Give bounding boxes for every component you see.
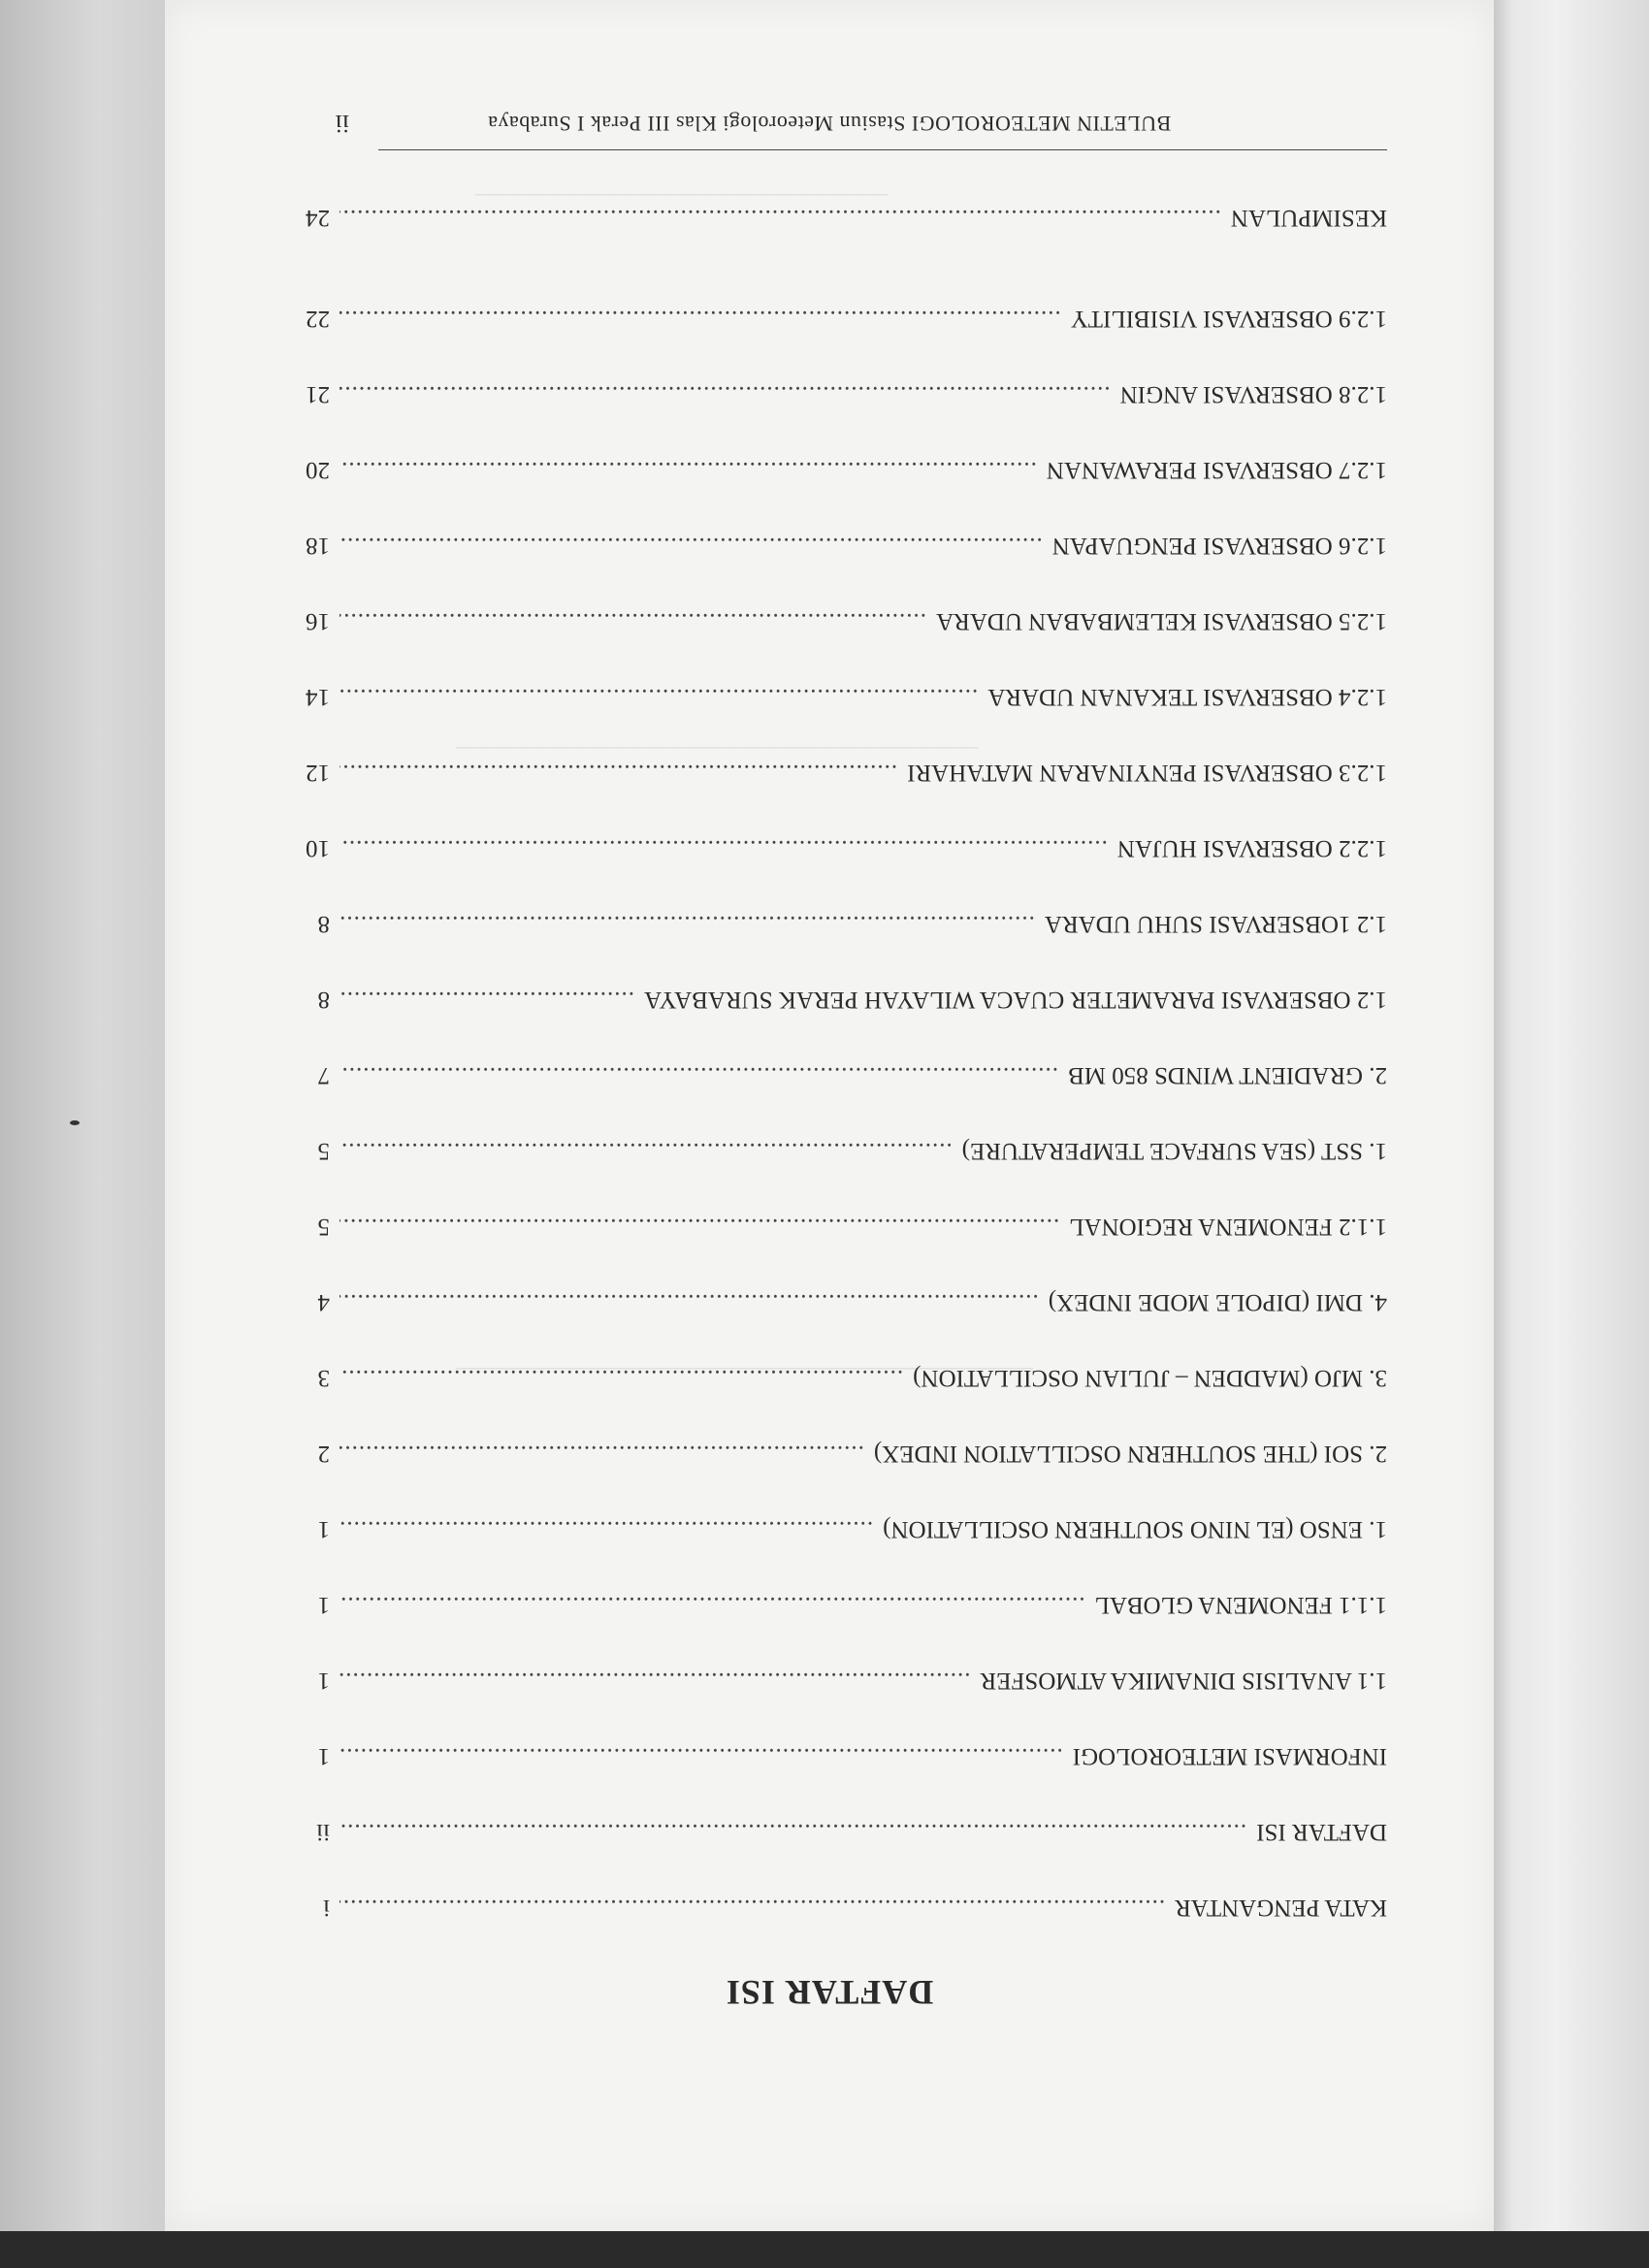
toc-row[interactable] [301,1806,1387,1845]
toc-label: 1.2.5 OBSERVASI KELEMBABAN UDARA [936,608,1387,634]
page-content-rotated [165,0,1494,2231]
toc-row[interactable] [301,823,1387,861]
scan-smudge [70,1120,80,1125]
toc-page-number: 4 [317,1289,330,1315]
toc-page-number: 24 [306,205,330,231]
toc-leader-dots [340,1894,1165,1921]
page-number: ii [335,110,349,138]
toc-leader-dots [340,1213,1059,1240]
toc-row[interactable] [301,1125,1387,1164]
toc-leader-dots [340,456,1037,483]
toc-leader-dots [340,380,1111,407]
running-footer: BULETIN METEOROLOGI Stasiun Meteorologi Klas III Perak I Surabaya [487,112,1172,136]
toc-label: 1.2.7 OBSERVASI PERAWANAN [1046,457,1387,483]
toc-label: 3. MJO (MADDEN – JULIAN OSCILLATION) [913,1365,1387,1391]
toc-leader-dots [340,834,1108,861]
toc-page-number: 1 [317,1592,330,1618]
toc-label: 1.2.8 OBSERVASI ANGIN [1119,381,1387,407]
toc-page-number: 21 [306,381,330,407]
toc-label: 2. GRADIENT WINDS 850 MB [1068,1062,1387,1088]
toc-page-number: 20 [306,457,330,483]
toc-row[interactable] [301,192,1387,231]
toc-leader-dots [340,1137,953,1164]
toc-page-number: ii [316,1819,330,1845]
toc-page-number: 5 [317,1138,330,1164]
toc-row[interactable] [301,1428,1387,1467]
toc-label: 2. SOI (THE SOUTHERN OSCILLATION INDEX) [873,1441,1387,1467]
toc-leader-dots [340,1061,1058,1088]
scanned-page [165,0,1494,2231]
toc-row[interactable] [301,1504,1387,1542]
toc-page-number: 2 [317,1441,330,1467]
toc-page-number: 3 [317,1365,330,1391]
toc-label: 1. ENSO (EL NINO SOUTHERN OSCILLATION) [883,1516,1387,1542]
toc-leader-dots [340,1591,1085,1618]
toc-leader-dots [340,1440,864,1467]
toc-page-number: 16 [306,608,330,634]
show-through-text: ────────────────────────────────────── [456,737,979,759]
toc-page-number: 10 [306,835,330,861]
toc-label: 1.2.3 OBSERVASI PENYINARAN MATAHARI [907,760,1387,786]
toc-page-number: 1 [317,1743,330,1769]
toc-leader-dots [340,986,634,1013]
toc-page-number: i [323,1895,330,1921]
toc-label: 1.2.2 OBSERVASI HUJAN [1116,835,1387,861]
toc-page-number: 18 [306,533,330,559]
toc-label: KATA PENGANTAR [1175,1895,1387,1921]
toc-label: 1.1 ANALISIS DINAMIKA ATMOSFER [980,1668,1387,1694]
toc-leader-dots [340,607,926,634]
toc-leader-dots [340,532,1043,559]
toc-leader-dots [340,1364,903,1391]
toc-leader-dots [340,305,1061,332]
toc-leader-dots [340,1288,1039,1315]
toc-row[interactable] [301,1277,1387,1315]
toc-row[interactable] [301,1882,1387,1921]
scanner-background-left [0,0,165,2268]
toc-row[interactable] [301,1352,1387,1391]
toc-label: 1.2.9 OBSERVASI VISIBILITY [1070,306,1387,332]
toc-row[interactable] [301,671,1387,710]
toc-page-number: 8 [317,911,330,937]
footer-divider [378,149,1387,150]
toc-label: 1. SST (SEA SURFACE TEMPERATURE) [961,1138,1387,1164]
toc-leader-dots [340,1667,971,1694]
toc-leader-dots [340,759,897,786]
toc-label: 1.1.1 FENOMENA GLOBAL [1094,1592,1387,1618]
page-title: DAFTAR ISI [725,1973,934,2012]
toc-row[interactable] [301,747,1387,786]
toc-page-number: 1 [317,1516,330,1542]
toc-page-number: 8 [317,987,330,1013]
show-through-text: ────────────────────────────────────────── [456,1358,1034,1379]
toc-label: 1.2.4 OBSERVASI TEKANAN UDARA [987,684,1387,710]
toc-page-number: 14 [306,684,330,710]
toc-page-number: 7 [317,1062,330,1088]
toc-label: KESIMPULAN [1230,205,1387,231]
toc-page-number: 12 [306,760,330,786]
toc-label: DAFTAR ISI [1256,1819,1387,1845]
toc-row[interactable] [301,293,1387,332]
toc-row[interactable] [301,1655,1387,1694]
toc-leader-dots [340,1515,873,1542]
toc-label: 1.1.2 FENOMENA REGIONAL [1069,1214,1387,1240]
toc-row[interactable] [301,1731,1387,1769]
toc-row[interactable] [301,1201,1387,1240]
toc-row[interactable] [301,898,1387,937]
toc-page-number: 5 [317,1214,330,1240]
toc-row[interactable] [301,520,1387,559]
scanner-background-right [1494,0,1649,2268]
toc-row[interactable] [301,444,1387,483]
toc-label: 1.2.6 OBSERVASI PENGUAPAN [1051,533,1387,559]
toc-page-number: 22 [306,306,330,332]
toc-leader-dots [340,683,978,710]
toc-label: INFORMASI METEOROLOGI [1072,1743,1387,1769]
toc-row[interactable] [301,596,1387,634]
toc-row[interactable] [301,369,1387,407]
toc-row[interactable] [301,974,1387,1013]
toc-row[interactable] [301,1050,1387,1088]
toc-page-number: 1 [317,1668,330,1694]
toc-label: 4. DMI (DIPOLE MODE INDEX) [1048,1289,1387,1315]
toc-label: 1.2 1OBSERVASI SUHU UDARA [1044,911,1387,937]
toc-leader-dots [340,910,1035,937]
toc-leader-dots [340,1818,1246,1845]
toc-leader-dots [340,1742,1063,1769]
scanner-background-bottom [0,2231,1649,2268]
toc-label: 1.2 OBSERVASI PARAMETER CUACA WILAYAH PERAK SURABAYA [644,987,1387,1013]
toc-row[interactable] [301,1579,1387,1618]
show-through-text: ────────────────────────────── [475,184,889,206]
toc-leader-dots [340,204,1221,231]
